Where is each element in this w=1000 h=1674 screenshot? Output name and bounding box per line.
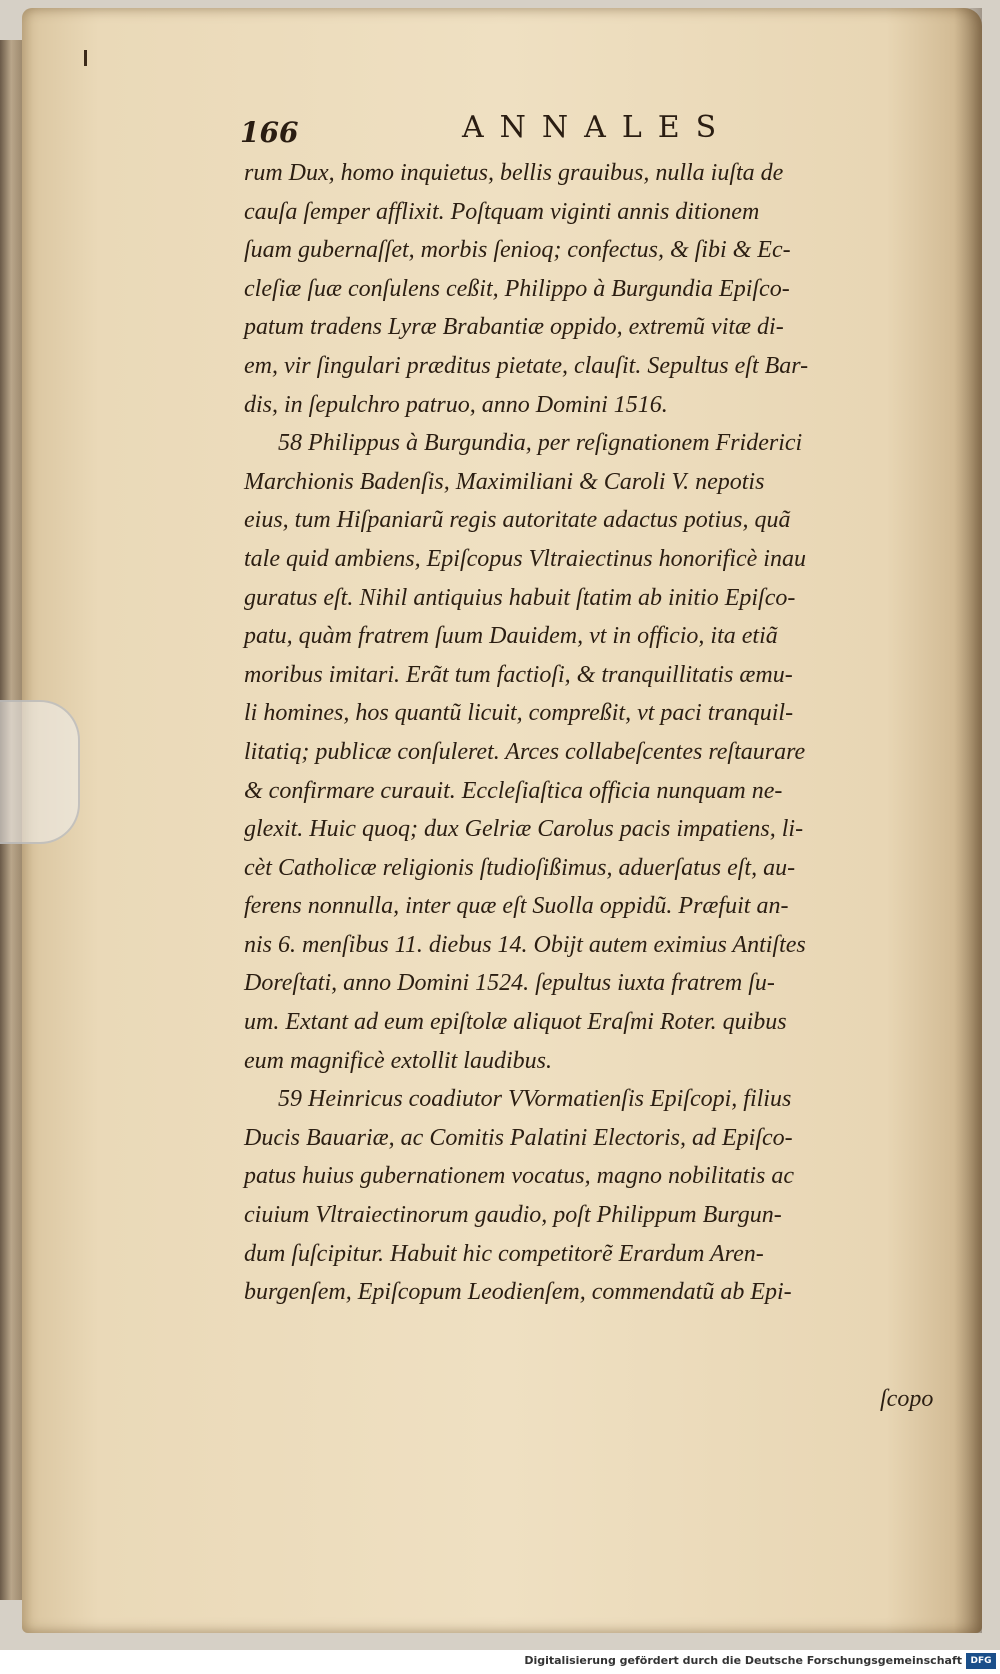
text-line: li homines, hos quantũ licuit, compreßit, vt paci tranquil- [244, 700, 794, 727]
text-line: cèt Catholicæ religionis ſtudioſißimus, aduerſatus eſt, au- [244, 854, 796, 881]
text-line: eum magnificè extollit laudibus. [244, 1047, 552, 1074]
text-line: Marchionis Badenſis, Maximiliani & Caroli V. nepotis [244, 468, 765, 495]
footer-bar [0, 1650, 1000, 1674]
paragraph-58-start: 58 Philippus à Burgundia, per reſignationem Friderici [278, 430, 803, 457]
text-line: cleſiæ ſuæ conſulens ceßit, Philippo à Burgundia Epiſco- [244, 275, 790, 302]
book-page [22, 8, 982, 1633]
text-line: glexit. Huic quoq; dux Gelriæ Carolus pacis impatiens, li- [244, 816, 804, 843]
text-line: rum Dux, homo inquietus, bellis grauibus, nulla iuſta de [244, 160, 784, 186]
text-line: patus huius gubernationem vocatus, magno nobilitatis ac [244, 1163, 794, 1190]
running-head: ANNALES [462, 110, 733, 145]
text-line: litatiq; publicæ conſuleret. Arces collabeſcentes reſtaurare [244, 738, 806, 765]
text-line: moribus imitari. Erãt tum factioſi, & tranquillitatis æmu- [244, 661, 793, 688]
catchword: ſcopo [880, 1386, 934, 1412]
text-line: patu, quàm fratrem ſuum Dauidem, vt in officio, ita etiã [244, 623, 778, 650]
page-clip [0, 700, 80, 844]
text-line: um. Extant ad eum epiſtolæ aliquot Eraſmi Roter. quibus [244, 1009, 787, 1036]
paragraph-59-start: 59 Heinricus coadiutor VVormatienſis Epiſcopi, filius [278, 1086, 792, 1113]
text-line: dum ſuſcipitur. Habuit hic competitorẽ Erardum Aren- [244, 1240, 764, 1267]
text-line: patum tradens Lyræ Brabantiæ oppido, extremũ vitæ di- [244, 314, 784, 341]
text-line: Doreſtati, anno Domini 1524. ſepultus iuxta fratrem ſu- [244, 970, 775, 997]
text-block [244, 154, 934, 1312]
text-line: Ducis Bauariæ, ac Comitis Palatini Electoris, ad Epiſco- [244, 1124, 793, 1151]
text-line: cauſa ſemper afflixit. Poſtquam viginti annis ditionem [244, 198, 760, 225]
text-line: dis, in ſepulchro patruo, anno Domini 1516. [244, 391, 668, 418]
text-line: eius, tum Hiſpaniarũ regis autoritate adactus potius, quã [244, 507, 791, 534]
text-line: guratus eſt. Nihil antiquius habuit ſtatim ab initio Epiſco- [244, 584, 796, 611]
text-line: ciuium Vltraiectinorum gaudio, poſt Philippum Burgun- [244, 1202, 782, 1229]
text-line: ferens nonnulla, inter quæ eſt Suolla oppidũ. Præfuit an- [244, 893, 789, 920]
text-line: tale quid ambiens, Epiſcopus Vltraiectinus honorificè inau [244, 545, 806, 572]
text-line: & confirmare curauit. Eccleſiaſtica officia nunquam ne- [244, 777, 783, 804]
page-number: 166 [240, 116, 299, 149]
page-gutter-shadow [954, 8, 982, 1633]
dfg-logo: DFG [966, 1653, 996, 1669]
funding-credit: Digitalisierung gefördert durch die Deutsche Forschungsgemeinschaft [524, 1654, 962, 1667]
text-line: ſuam gubernaſſet, morbis ſenioq; confectus, & ſibi & Ec- [244, 237, 791, 264]
margin-mark [84, 50, 87, 66]
text-line: nis 6. menſibus 11. diebus 14. Obijt autem eximius Antiſtes [244, 931, 806, 958]
text-line: burgenſem, Epiſcopum Leodienſem, commendatũ ab Epi- [244, 1279, 792, 1306]
text-line: em, vir ſingulari præditus pietate, clauſit. Sepultus eſt Bar- [244, 352, 809, 379]
